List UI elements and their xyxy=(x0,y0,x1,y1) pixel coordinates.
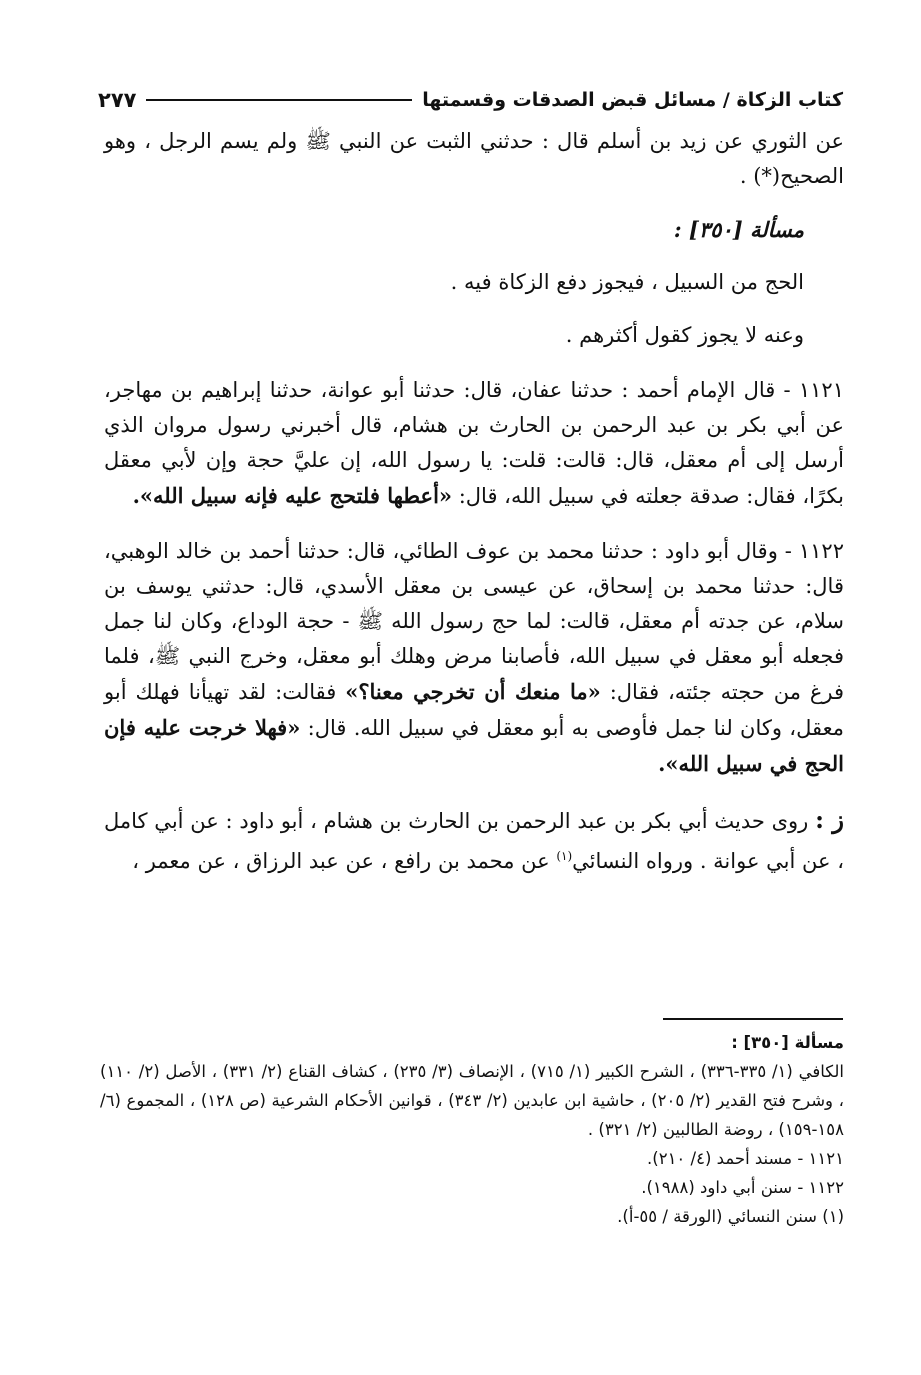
footnote-masala-refs: الكافي (١/ ٣٣٥-٣٣٦) ، الشرح الكبير (١/ ٧١٥) ، الإنصاف (٣/ ٢٣٥) ، كشاف القناع (٢/ ٣٣١) ، الأصل (٢/ ١١٠) ، وشرح فتح القدير (٢/ ٢٠٥) ، حاشية ابن عابدين (٢/ ٣٤٣) ، قوانين الأحكام الشرعية (ص ١٢٨) ، المجموع (٦/ ١٥٨-١٥٩) ، روضة الطالبين (٢/ ٣٢١) . xyxy=(100,1062,844,1139)
zay-marker: ز : xyxy=(815,805,844,834)
hadith-1121 xyxy=(104,373,844,514)
masala-line-2: وعنه لا يجوز كقول أكثرهم . xyxy=(565,323,804,347)
chapter-title: كتاب الزكاة / مسائل قبض الصدقات وقسمتها xyxy=(422,89,843,111)
takhrij-text-b: عن محمد بن رافع ، عن عبد الرزاق ، عن معمر ، xyxy=(132,849,550,873)
main-text xyxy=(104,124,844,879)
masala-heading: مسألة [٣٥٠] : xyxy=(673,217,804,242)
hadith-1122-text-b: فقالت: لقد تهيأنا فهلك أبو معقل، وكان لنا جمل فأوصى به أبو معقل في سبيل الله. قال: xyxy=(104,680,844,740)
footnote-ref-1: (١) xyxy=(556,849,573,863)
masala-line-1: الحج من السبيل ، فيجوز دفع الزكاة فيه . xyxy=(450,270,804,294)
hadith-1121-text: ١١٢١ - قال الإمام أحمد : حدثنا عفان، قال: حدثنا أبو عوانة، حدثنا إبراهيم بن مهاجر، عن أبي بكر بن عبد الرحمن بن الحارث بن هشام، قال أخبرني رسول مروان الذي أرسل إلى أم معقل، قال: قالت: قلت: يا رسول الله، إن عليَّ حجة وإن لأبي معقل بكرًا، فقال: صدقة جعلته في سبيل الله، قال: xyxy=(104,378,844,508)
footnote-separator xyxy=(663,1018,843,1020)
page-number: ٢٧٧ xyxy=(98,88,137,112)
footnotes xyxy=(100,1028,844,1231)
takhrij-text-a: روى حديث أبي بكر بن عبد الرحمن بن الحارث بن هشام ، أبو داود : عن أبي كامل ، عن أبي عوانة . ورواه النسائي xyxy=(104,809,844,873)
hadith-1122-quote-b: «فهلا خرجت عليه فإن الحج في سبيل الله». xyxy=(104,715,844,776)
hadith-1122-text-a: ١١٢٢ - وقال أبو داود : حدثنا محمد بن عوف الطائي، قال: حدثنا أحمد بن خالد الوهبي، قال: حدثنا محمد بن إسحاق، عن عيسى بن معقل الأسدي، قال: حدثني يوسف بن سلام، عن جدته أم معقل، قالت: لما حج رسول الله ﷺ - حجة الوداع، وكان لنا جمل فجعله أبو معقل في سبيل الله، فأصابنا مرض وهلك أبو معقل، وخرج النبي ﷺ، فلما فرغ من حجته جئته، فقال: xyxy=(104,539,845,704)
hadith-1121-quote: «أعطها فلتحج عليه فإنه سبيل الله». xyxy=(132,483,453,508)
footnote-1121: ١١٢١ - مسند أحمد (٤/ ٢١٠). xyxy=(647,1149,844,1168)
header-rule xyxy=(146,99,412,101)
takhrij-paragraph xyxy=(104,802,844,879)
running-header xyxy=(98,84,843,116)
hadith-1122-quote-a: «ما منعك أن تخرجي معنا؟» xyxy=(345,679,601,704)
footnote-1: (١) سنن النسائي (الورقة / ٥٥-أ). xyxy=(617,1207,844,1226)
footnote-1122: ١١٢٢ - سنن أبي داود (١٩٨٨). xyxy=(641,1178,844,1197)
footnote-masala-title: مسألة [٣٥٠] : xyxy=(731,1033,844,1052)
continuation-paragraph: عن الثوري عن زيد بن أسلم قال : حدثني الثبت عن النبي ﷺ ولم يسم الرجل ، وهو الصحيح(*) . xyxy=(104,129,844,188)
hadith-1122 xyxy=(104,534,844,782)
